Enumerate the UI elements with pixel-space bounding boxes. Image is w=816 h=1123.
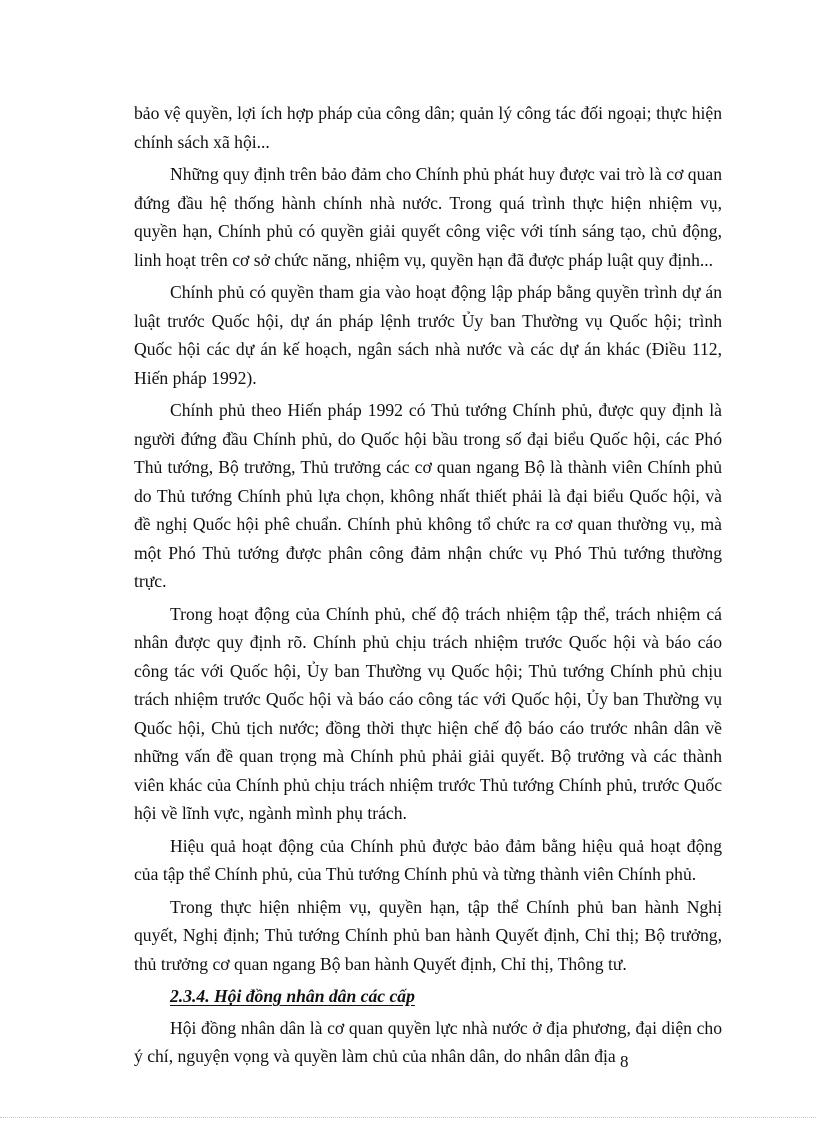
- section-heading: 2.3.4. Hội đồng nhân dân các cấp: [170, 986, 415, 1006]
- paragraph-effectiveness: Hiệu quả hoạt động của Chính phủ được bảo đảm bằng hiệu quả hoạt động của tập thể Chính phủ, của Thủ tướng Chính phủ và từng thành viên Chính phủ.: [134, 835, 722, 884]
- paragraph-peoples-council: Hội đồng nhân dân là cơ quan quyền lực nhà nước ở địa phương, đại diện cho ý chí, nguyện vọng và quyền làm chủ của nhân dân, do nhân dân địa: [134, 1017, 722, 1066]
- paragraph-legislative-right: Chính phủ có quyền tham gia vào hoạt động lập pháp bằng quyền trình dự án luật trước Quốc hội, dự án pháp lệnh trước Ủy ban Thường vụ Quốc hội; trình Quốc hội các dự án kế hoạch, ngân sách nhà nước và các dự án khác (Điều 112, Hiến pháp 1992).: [134, 282, 722, 388]
- page-bottom-divider: [0, 1117, 816, 1118]
- paragraph-responsibility: Trong hoạt động của Chính phủ, chế độ trách nhiệm tập thể, trách nhiệm cá nhân được quy định rõ. Chính phủ chịu trách nhiệm trước Quốc hội và báo cáo công tác với Quốc hội, Ủy ban Thường vụ Quốc hội; Thủ tướng Chính phủ chịu trách nhiệm trước Quốc hội và báo cáo công tác với Quốc hội, Ủy ban Thường vụ Quốc hội, Chủ tịch nước; đồng thời thực hiện chế độ báo cáo trước nhân dân về những vấn đề quan trọng mà Chính phủ phải giải quyết. Bộ trưởng và các thành viên khác của Chính phủ chịu trách nhiệm trước Thủ tướng Chính phủ, trước Quốc hội về lĩnh vực, ngành mình phụ trách.: [134, 603, 722, 823]
- page-number: 8: [620, 1052, 629, 1071]
- paragraph-legal-documents: Trong thực hiện nhiệm vụ, quyền hạn, tập thể Chính phủ ban hành Nghị quyết, Nghị định; Thủ tướng Chính phủ ban hành Quyết định, Chỉ thị; Bộ trưởng, thủ trưởng cơ quan ngang Bộ ban hành Quyết định, Chỉ thị, Thông tư.: [134, 896, 722, 974]
- paragraph-government-role: Những quy định trên bảo đảm cho Chính phủ phát huy được vai trò là cơ quan đứng đầu hệ thống hành chính nhà nước. Trong quá trình thực hiện nhiệm vụ, quyền hạn, Chính phủ có quyền giải quyết công việc với tính sáng tạo, chủ động, linh hoạt trên cơ sở chức năng, nhiệm vụ, quyền hạn đã được pháp luật quy định...: [134, 164, 722, 270]
- page-body: [134, 99, 722, 1075]
- paragraph-continuation: bảo vệ quyền, lợi ích hợp pháp của công dân; quản lý công tác đối ngoại; thực hiện chính sách xã hội...: [134, 103, 722, 152]
- paragraph-government-composition: Chính phủ theo Hiến pháp 1992 có Thủ tướng Chính phủ, được quy định là người đứng đầu Chính phủ, do Quốc hội bầu trong số đại biểu Quốc hội, các Phó Thủ tướng, Bộ trưởng, Thủ trưởng các cơ quan ngang Bộ là thành viên Chính phủ do Thủ tướng Chính phủ lựa chọn, không nhất thiết phải là đại biểu Quốc hội, và đề nghị Quốc hội phê chuẩn. Chính phủ không tổ chức ra cơ quan thường vụ, mà một Phó Thủ tướng được phân công đảm nhận chức vụ Phó Thủ tướng thường trực.: [134, 400, 722, 591]
